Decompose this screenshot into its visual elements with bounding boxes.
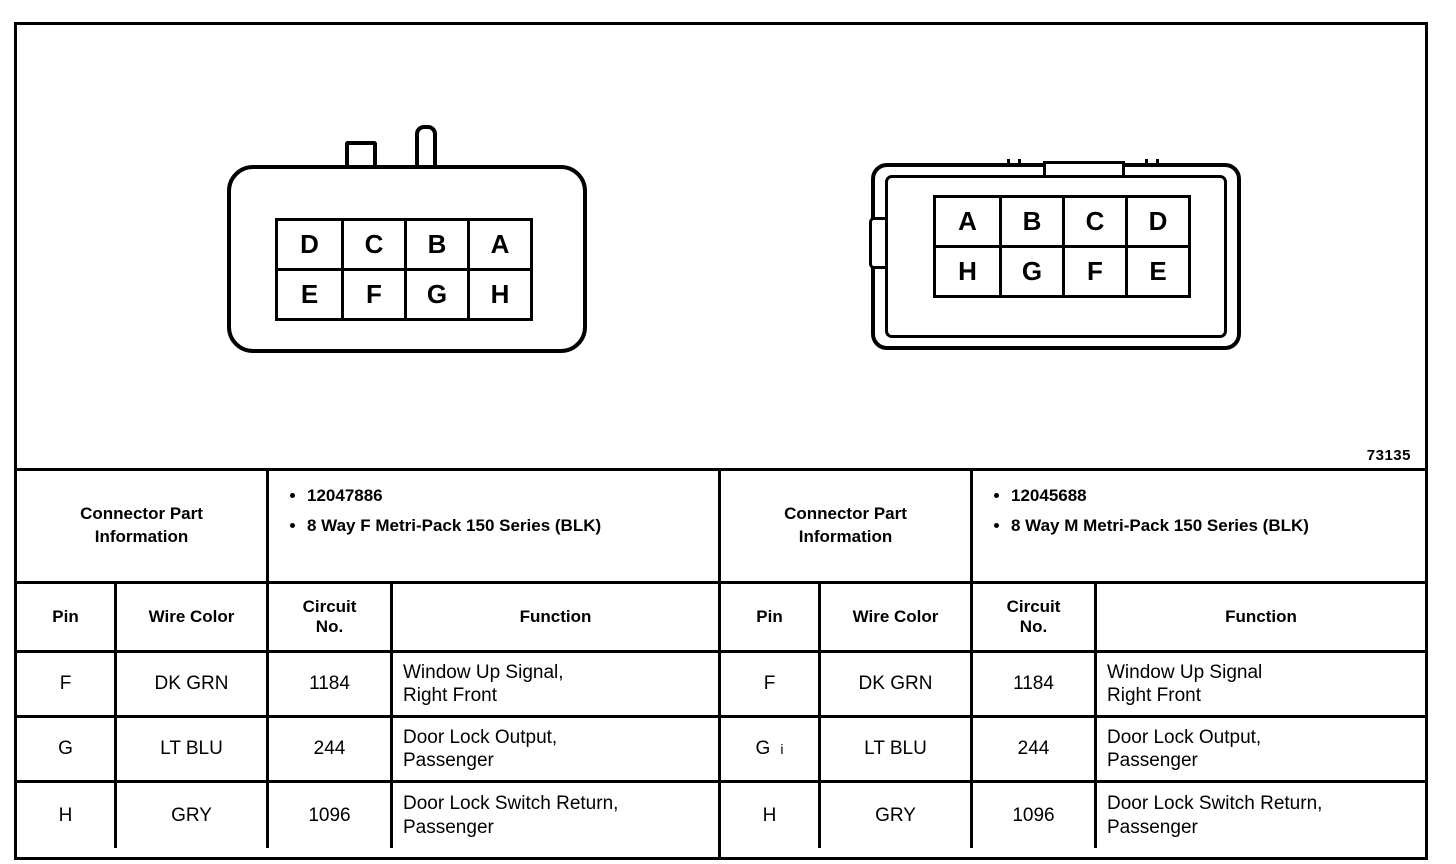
cell-function [1097,783,1425,848]
table-row [721,653,1425,718]
pin-cell: E [278,271,341,318]
cell-wire-color: LT BLU [821,718,973,780]
cell-function-line2: Passenger [1107,750,1198,771]
connector-part-information-label [721,471,973,581]
cell-circuit-no: 1184 [269,653,393,715]
figure-id-label: 73135 [1366,447,1411,464]
cell-wire-color: GRY [821,783,973,848]
connector-part-information-label [17,471,269,581]
cell-wire-color: DK GRN [117,653,269,715]
pin-cell: C [1062,198,1125,245]
header-circuit-no-line2: No. [315,617,344,636]
female-connector-table [17,471,721,860]
header-pin: Pin [17,584,117,650]
pin-cell: A [936,198,999,245]
pin-row [936,198,1188,245]
cpi-label-line2: Information [94,527,189,546]
cell-wire-color: GRY [117,783,269,848]
pin-row [278,268,530,318]
cell-pin: H [17,783,117,848]
table-row [17,783,718,848]
connector-part-information-values [269,471,718,581]
header-circuit-no [973,584,1097,650]
pin-cell: F [341,271,404,318]
cell-circuit-no: 1096 [973,783,1097,848]
cell-function-line2: Right Front [403,685,497,706]
cell-function-line1: Door Lock Output, [403,726,558,748]
table-row [721,783,1425,848]
cell-pin-annotation: i [780,741,784,757]
cell-function [1097,718,1425,780]
cell-wire-color: DK GRN [821,653,973,715]
pin-cell: F [1062,248,1125,295]
header-function: Function [519,607,592,627]
pin-cell: H [936,248,999,295]
cell-function [393,718,718,780]
pin-cell: H [467,271,530,318]
connector-part-information-values [973,471,1425,581]
pin-cell: B [404,221,467,268]
cell-function-line1: Window Up Signal [1107,661,1263,683]
part-number: • 12045688 [1011,485,1425,506]
cell-circuit-no: 244 [269,718,393,780]
header-circuit-no [269,584,393,650]
cell-pin: G [17,718,117,780]
female-connector-pin-grid [275,218,533,321]
cpi-label-line1: Connector Part [784,504,907,524]
connector-part-information-row [17,471,718,584]
cell-wire-color: LT BLU [117,718,269,780]
connector-diagram-area [17,25,1425,468]
male-connector-drawing [847,135,1247,365]
connector-part-information-row [721,471,1425,584]
header-circuit-no-line2: No. [1019,617,1048,636]
cell-circuit-no: 244 [973,718,1097,780]
table-row [17,718,718,783]
cpi-label-line1: Connector Part [80,504,203,524]
header-circuit-no-line1: Circuit [1006,597,1061,617]
cell-pin: F [17,653,117,715]
table-header-row [17,584,718,653]
pin-row [936,245,1188,295]
female-connector-round-tab [415,125,437,169]
pin-cell: E [1125,248,1188,295]
cell-function-line2: Right Front [1107,685,1201,706]
cell-function-line2: Passenger [403,750,494,771]
pin-cell: A [467,221,530,268]
table-row [721,718,1425,783]
cell-function-line2: Passenger [1107,816,1198,838]
cell-function [393,653,718,715]
part-description: • 8 Way F Metri-Pack 150 Series (BLK) [307,515,718,536]
cell-function-line1: Window Up Signal, [403,661,564,683]
male-connector-table [721,471,1425,860]
pin-cell: G [999,248,1062,295]
header-pin: Pin [721,584,821,650]
cell-pin: F [721,653,821,715]
cell-pin-letter: G [755,738,771,759]
cpi-label-line2: Information [798,527,893,546]
female-connector-drawing [213,115,593,365]
header-wire-color: Wire Color [821,584,973,650]
pin-row [278,221,530,268]
table-row [17,653,718,718]
part-number: • 12047886 [307,485,718,506]
header-circuit-no-line1: Circuit [302,597,357,617]
cell-function [393,783,718,848]
male-connector-pin-grid [933,195,1191,298]
cell-function-line1: Door Lock Switch Return, [1107,793,1323,815]
cell-function-line2: Passenger [403,816,494,838]
part-description: • 8 Way M Metri-Pack 150 Series (BLK) [1011,515,1425,536]
cell-circuit-no: 1184 [973,653,1097,715]
cell-pin: H [721,783,821,848]
pin-cell: D [1125,198,1188,245]
cell-function-line1: Door Lock Switch Return, [403,793,619,815]
cell-function [1097,653,1425,715]
pin-cell: B [999,198,1062,245]
pin-cell: C [341,221,404,268]
header-wire-color: Wire Color [117,584,269,650]
pin-cell: D [278,221,341,268]
header-function: Function [1225,607,1297,627]
table-header-row [721,584,1425,653]
cell-function-line1: Door Lock Output, [1107,726,1262,748]
cell-pin [721,718,821,780]
connector-tables [17,468,1425,860]
cell-circuit-no: 1096 [269,783,393,848]
pin-cell: G [404,271,467,318]
